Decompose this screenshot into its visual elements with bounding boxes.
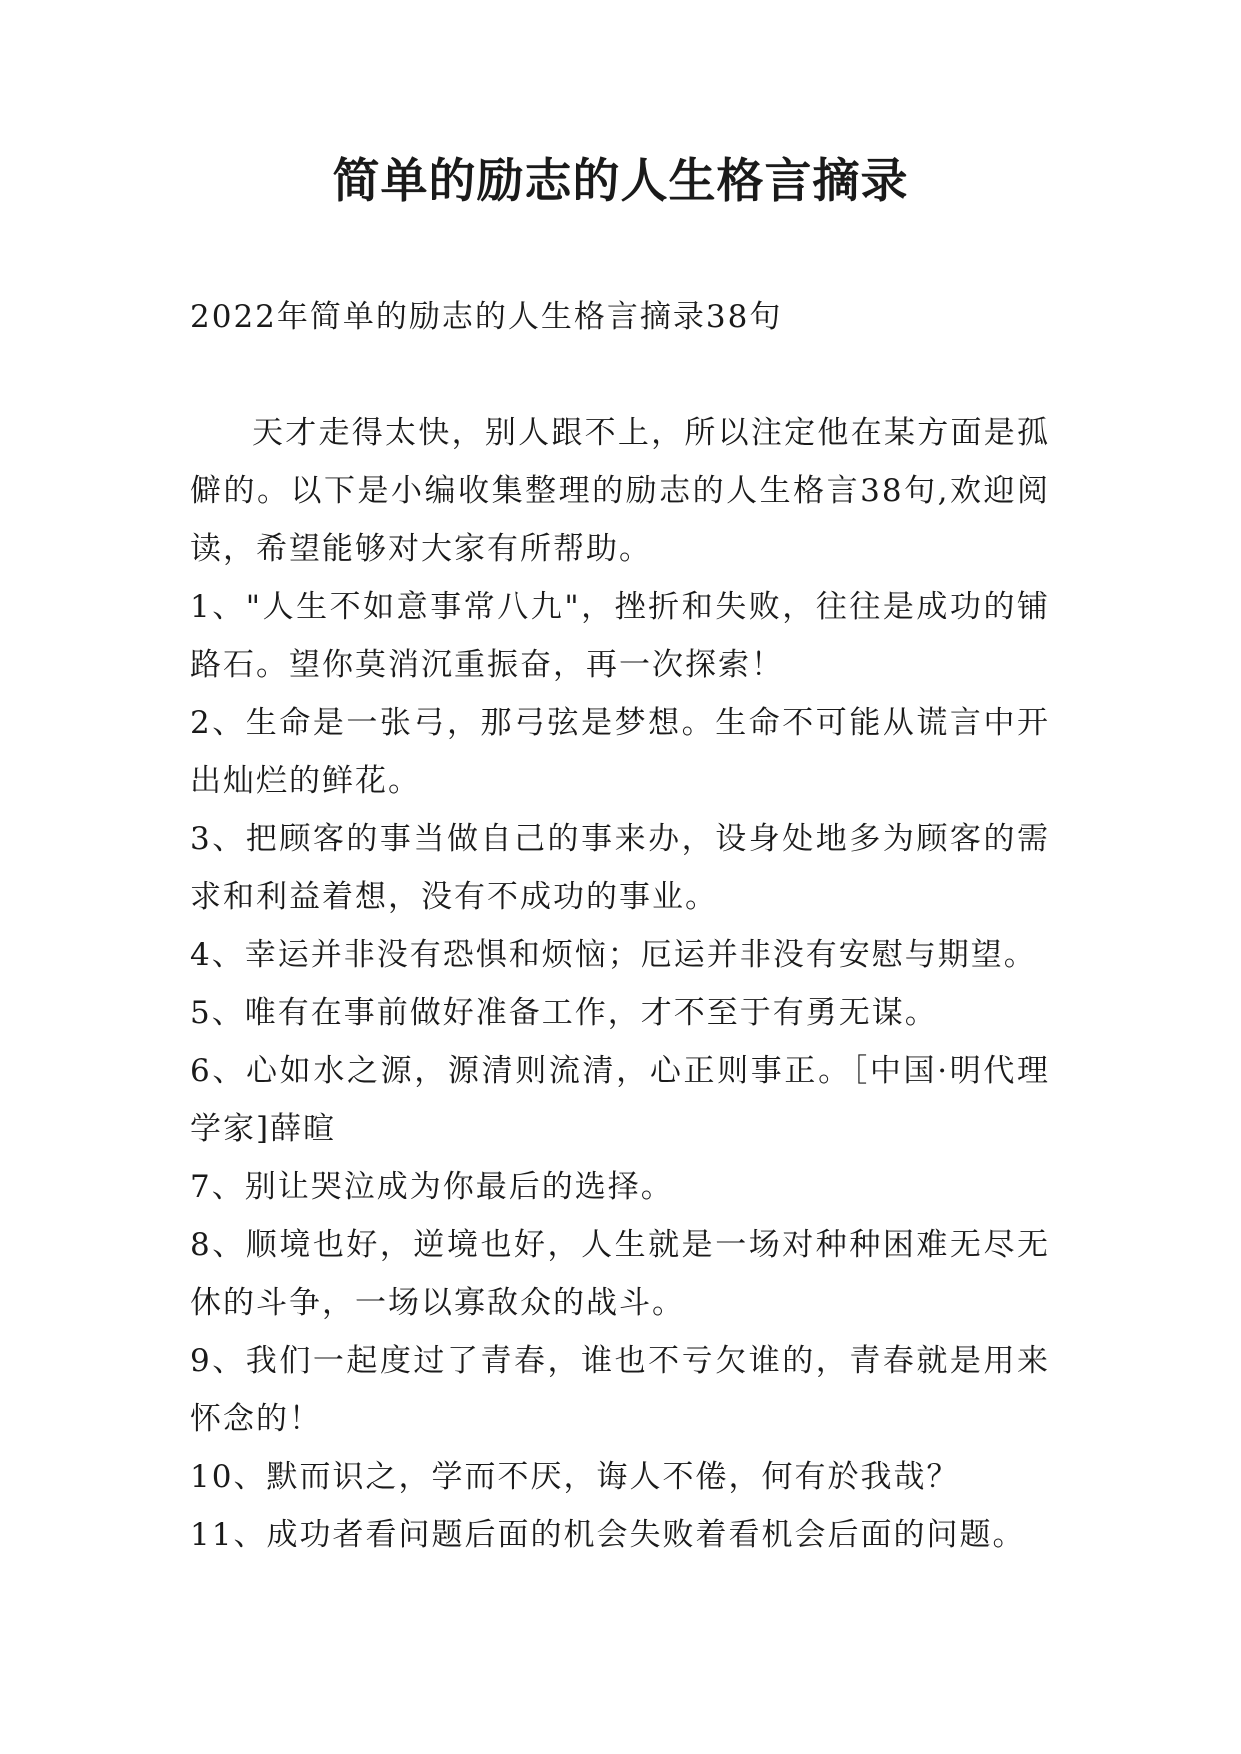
document-title: 简单的励志的人生格言摘录 [332, 154, 909, 209]
quote-item: 11、成功者看问题后面的机会失败着看机会后面的问题。 [190, 1517, 1026, 1553]
quote-item: 4、幸运并非没有恐惧和烦恼；厄运并非没有安慰与期望。 [190, 937, 1037, 973]
document-subtitle: 2022年简单的励志的人生格言摘录38句 [190, 299, 783, 335]
document-body [190, 288, 1050, 1564]
quote-item: 9、我们一起度过了青春，谁也不亏欠谁的，青春就是用来怀念的！ [190, 1343, 1050, 1437]
quote-item: 5、唯有在事前做好准备工作，才不至于有勇无谋。 [190, 995, 938, 1031]
quote-item: 2、生命是一张弓，那弓弦是梦想。生命不可能从谎言中开出灿烂的鲜花。 [190, 705, 1050, 799]
quote-item: 10、默而识之，学而不厌，诲人不倦，何有於我哉？ [190, 1459, 960, 1495]
quote-item: 7、别让哭泣成为你最后的选择。 [190, 1169, 674, 1205]
quote-item: 6、心如水之源，源清则流清，心正则事正。［中国·明代理学家]薛暄 [190, 1053, 1050, 1147]
quote-item: 8、顺境也好，逆境也好，人生就是一场对种种困难无尽无休的斗争，一场以寡敌众的战斗。 [190, 1227, 1050, 1321]
quote-item: 1、"人生不如意事常八九"，挫折和失败，往往是成功的铺路石。望你莫消沉重振奋，再一次探索！ [190, 589, 1050, 683]
intro-paragraph: 天才走得太快，别人跟不上，所以注定他在某方面是孤僻的。以下是小编收集整理的励志的人生格言38句,欢迎阅读，希望能够对大家有所帮助。 [190, 415, 1050, 567]
quote-item: 3、把顾客的事当做自己的事来办，设身处地多为顾客的需求和利益着想，没有不成功的事业。 [190, 821, 1050, 915]
